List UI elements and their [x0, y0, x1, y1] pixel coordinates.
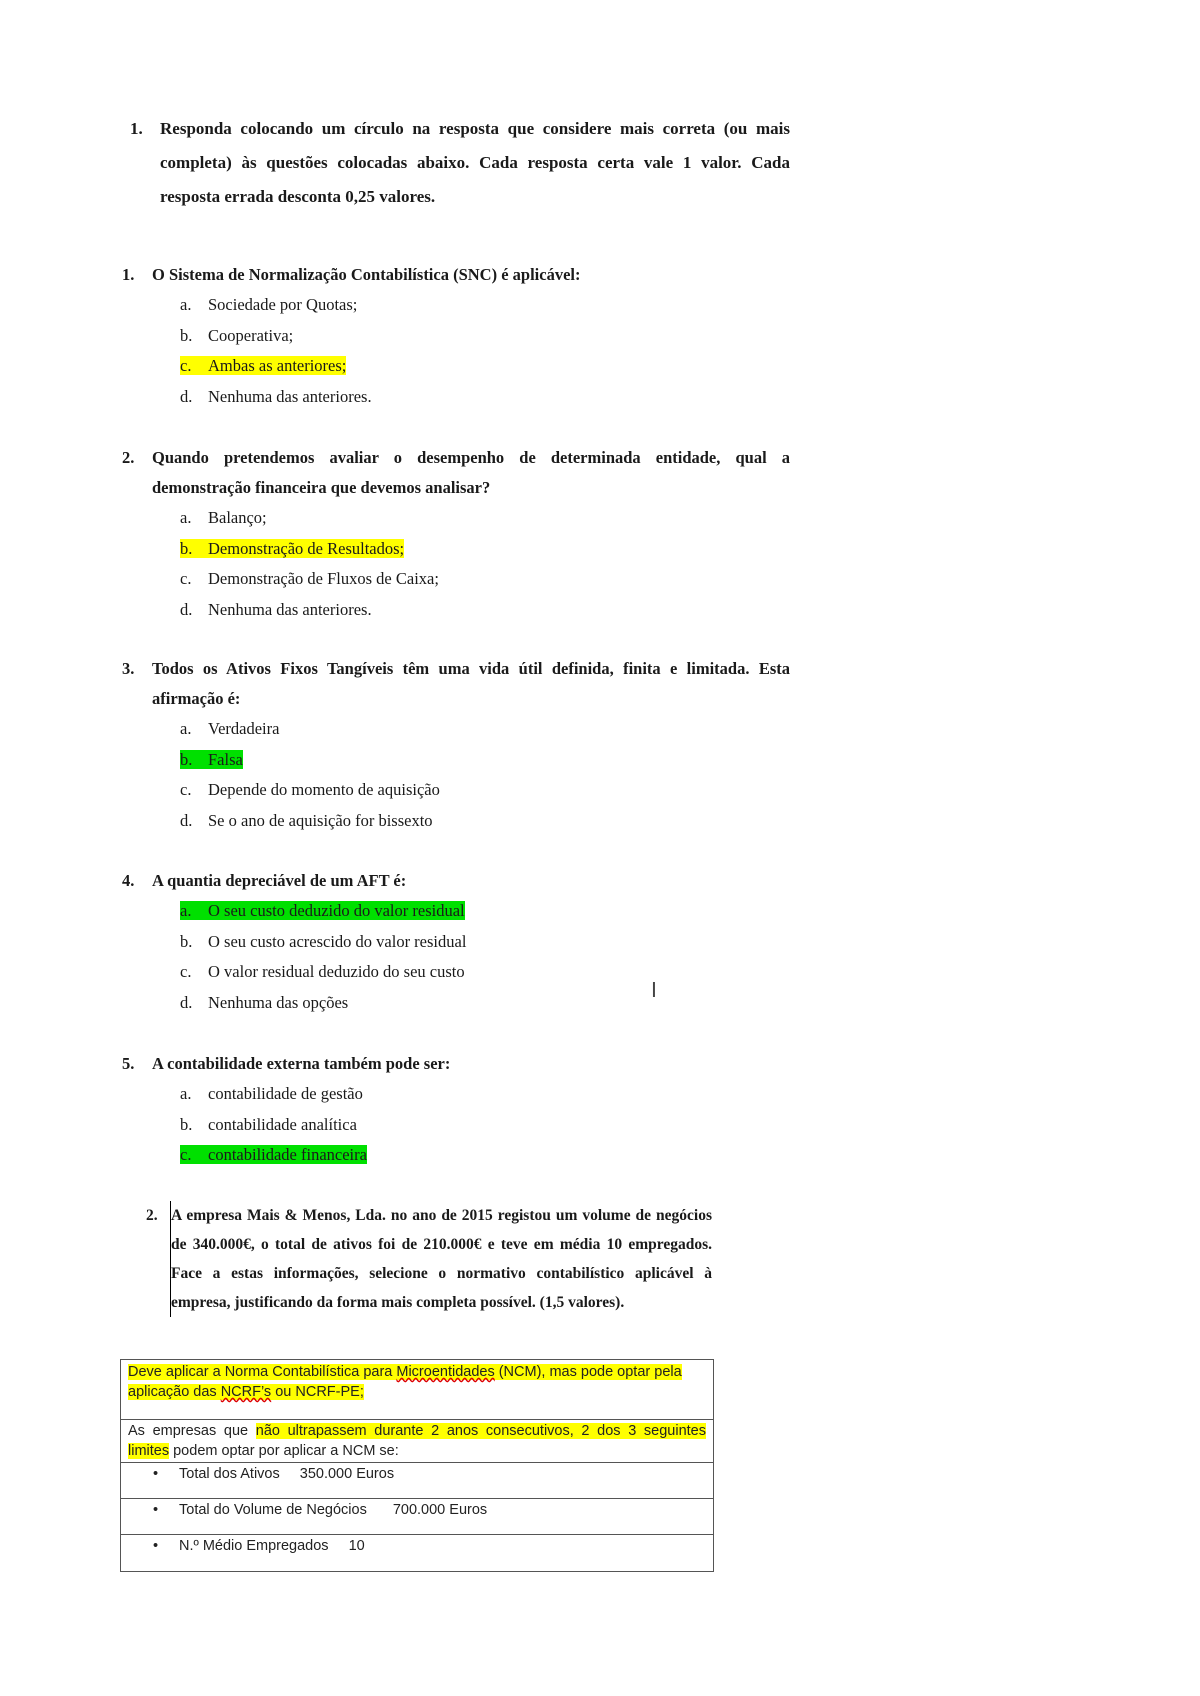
option-a[interactable]: a. Balanço;	[180, 508, 267, 527]
option-b[interactable]: b. Falsa	[180, 749, 243, 769]
option-a[interactable]: a. Verdadeira	[180, 719, 280, 738]
question-text: A quantia depreciável de um AFT é:	[152, 871, 407, 890]
answer-row-limits-intro[interactable]: As empresas que não ultrapassem durante 2 anos consecutivos, 2 dos 3 seguintes limites podem optar por aplicar a NCM se:	[121, 1420, 713, 1463]
question-number: 2.	[146, 1207, 158, 1224]
option-d[interactable]: d. Nenhuma das anteriores.	[180, 599, 372, 619]
bullet-icon: •	[153, 1538, 159, 1554]
option-d[interactable]: d. Nenhuma das opções	[180, 992, 349, 1012]
question-text: Quando pretendemos avaliar o desempenho de determinada entidade, qual a demonstração financeira que devemos analisar?	[152, 448, 790, 497]
option-c[interactable]: c. Depende do momento de aquisição	[180, 780, 440, 799]
question-heading	[122, 1049, 790, 1079]
option-a[interactable]: a. O seu custo deduzido do valor residual	[180, 901, 465, 920]
option-d[interactable]: d. Nenhuma das anteriores.	[180, 386, 372, 406]
question-text: A contabilidade externa também pode ser:	[152, 1054, 451, 1073]
question-number: 1.	[122, 265, 135, 284]
question-heading	[122, 654, 790, 714]
option-b[interactable]: b. contabilidade analítica	[180, 1114, 357, 1134]
question-heading	[122, 260, 790, 290]
question-3	[122, 654, 790, 836]
option-b[interactable]: b. Demonstração de Resultados;	[180, 538, 405, 558]
options-list	[122, 896, 790, 1018]
option-a[interactable]: a. Sociedade por Quotas;	[180, 295, 358, 314]
options-list	[122, 503, 790, 625]
instruction-number: 1.	[130, 119, 143, 138]
question-number: 2.	[122, 448, 135, 467]
text-cursor-icon: I	[651, 978, 657, 1002]
answer-row-norm[interactable]	[121, 1360, 713, 1420]
bullet-icon: •	[153, 1466, 159, 1482]
limit-row-volume-negocios[interactable]: • Total do Volume de Negócios 700.000 Euros	[121, 1499, 713, 1535]
answer-table	[120, 1359, 714, 1572]
question-text: O Sistema de Normalização Contabilística (SNC) é aplicável:	[152, 265, 581, 284]
option-b[interactable]: b. Cooperativa;	[180, 325, 294, 345]
question-5	[122, 1049, 790, 1171]
option-c[interactable]: c. Ambas as anteriores;	[180, 356, 347, 375]
question-text: Todos os Ativos Fixos Tangíveis têm uma vida útil definida, finita e limitada. Esta afirmação é:	[152, 659, 790, 708]
options-list	[122, 1079, 790, 1171]
instruction-block	[130, 112, 790, 214]
question-heading	[122, 443, 790, 503]
option-c[interactable]: c. Demonstração de Fluxos de Caixa;	[180, 569, 439, 588]
instruction-text: Responda colocando um círculo na resposta que considere mais correta (ou mais completa) às questões colocadas abaixo. Cada resposta certa vale 1 valor. Cada resposta errada desconta 0,25 valores.	[160, 119, 790, 206]
answer-text: Deve aplicar a Norma Contabilística para Microentidades (NCM), mas pode optar pela aplicação das NCRF’s ou NCRF-PE;	[128, 1364, 682, 1400]
question-number: 5.	[122, 1054, 135, 1073]
question-part2	[146, 1201, 712, 1317]
limit-row-empregados[interactable]: • N.º Médio Empregados 10	[121, 1535, 713, 1571]
option-c[interactable]: c. O valor residual deduzido do seu custo	[180, 962, 465, 981]
question-number: 3.	[122, 659, 135, 678]
question-2	[122, 443, 790, 625]
option-c[interactable]: c. contabilidade financeira	[180, 1145, 367, 1164]
question-1	[122, 260, 790, 412]
question-text[interactable]: A empresa Mais & Menos, Lda. no ano de 2015 registou um volume de negócios de 340.000€, o total de ativos foi de 210.000€ e teve em média 10 empregados. Face a estas informações, selecione o normativo contabilístico aplicável à empresa, justificando da forma mais completa possível. (1,5 valores).	[170, 1201, 712, 1317]
option-b[interactable]: b. O seu custo acrescido do valor residual	[180, 931, 467, 951]
question-number: 4.	[122, 871, 135, 890]
bullet-icon: •	[153, 1502, 159, 1518]
options-list	[122, 714, 790, 836]
option-a[interactable]: a. contabilidade de gestão	[180, 1084, 363, 1103]
question-4	[122, 866, 790, 1018]
options-list	[122, 290, 790, 412]
limit-row-ativos[interactable]: • Total dos Ativos 350.000 Euros	[121, 1463, 713, 1499]
option-d[interactable]: d. Se o ano de aquisição for bissexto	[180, 810, 433, 830]
question-heading	[122, 866, 790, 896]
